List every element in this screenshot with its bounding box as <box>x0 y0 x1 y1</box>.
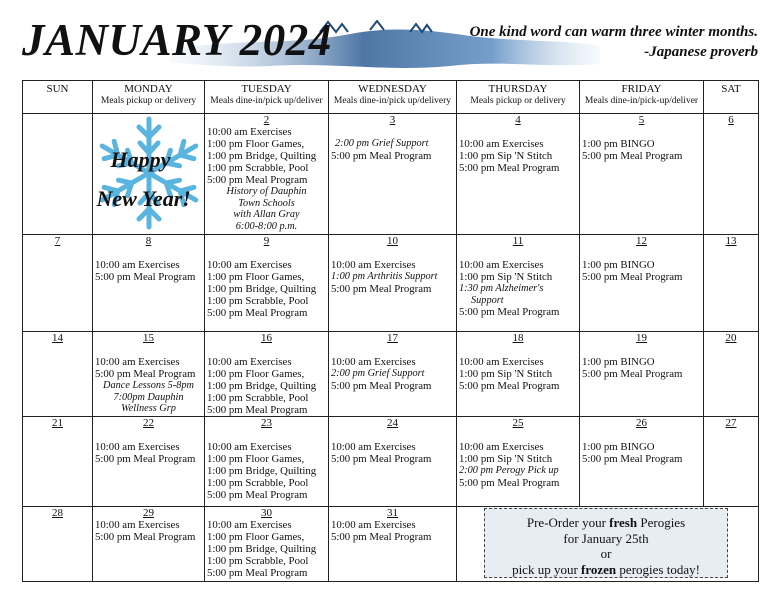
day-cell <box>329 417 457 507</box>
special-event: Wellness Grp <box>121 403 176 414</box>
day-number: 7 <box>54 235 61 247</box>
weekday-header: MONDAY Meals pickup or delivery <box>93 81 205 114</box>
day-number: 15 <box>143 332 154 344</box>
empty-day-cell <box>23 114 93 235</box>
day-cell <box>329 235 457 332</box>
day-number: 18 <box>512 332 524 344</box>
day-number: 29 <box>143 507 154 519</box>
event: 1:00 pm Bridge, Quilting <box>207 150 317 162</box>
day-cell <box>93 417 205 507</box>
event: 1:00 pm Scrabble, Pool <box>207 392 309 404</box>
day-number: 25 <box>512 417 524 429</box>
day-number: 23 <box>261 417 272 429</box>
promo-line: or <box>600 546 612 561</box>
day-number: 10 <box>387 235 398 247</box>
day-cell <box>329 114 457 235</box>
holiday-text-new-year: New Year! <box>96 186 191 211</box>
day-number: 3 <box>389 114 396 126</box>
special-event: Support <box>471 294 504 306</box>
week-row <box>23 235 759 332</box>
day-cell <box>704 417 759 507</box>
event: 1:00 pm BINGO <box>582 138 655 150</box>
day-cell <box>704 332 759 417</box>
event: 10:00 am Exercises <box>95 356 180 368</box>
special-event: Dance Lessons 5-8pm <box>103 380 194 391</box>
promo-line: pick up your frozen perogies today! <box>512 561 700 577</box>
promo-line: for January 25th <box>563 530 649 546</box>
event: 5:00 pm Meal Program <box>95 368 196 380</box>
week-row <box>23 332 759 417</box>
day-cell <box>457 114 580 235</box>
day-number: 30 <box>261 507 272 519</box>
event: 1:00 pm Sip 'N Stitch <box>459 368 553 380</box>
day-number: 9 <box>263 235 270 247</box>
weekday-header: SUN <box>23 81 93 114</box>
day-number: 4 <box>515 114 521 126</box>
event: 1:00 pm Sip 'N Stitch <box>459 453 553 465</box>
event: 5:00 pm Meal Program <box>582 150 683 162</box>
day-cell <box>457 332 580 417</box>
event: 5:00 pm Meal Program <box>95 453 196 465</box>
event: 5:00 pm Meal Program <box>331 379 432 392</box>
event: 1:00 pm Bridge, Quilting <box>207 543 317 555</box>
day-cell <box>205 332 329 417</box>
event: 5:00 pm Meal Program <box>582 368 683 380</box>
day-number: 14 <box>52 332 63 344</box>
event: 10:00 am Exercises <box>207 259 292 271</box>
day-number: 26 <box>636 417 647 429</box>
day-number: 22 <box>143 417 154 429</box>
event: 5:00 pm Meal Program <box>331 282 432 295</box>
event: 10:00 am Exercises <box>207 519 292 531</box>
promo-line: Pre-Order your fresh Perogies <box>526 515 686 530</box>
day-cell <box>23 332 93 417</box>
event: 10:00 am Exercises <box>331 441 416 453</box>
day-cell <box>205 235 329 332</box>
event: 10:00 am Exercises <box>95 441 180 453</box>
special-event: 1:00 pm Arthritis Support <box>331 271 438 282</box>
event: 10:00 am Exercises <box>207 126 292 138</box>
event: 1:00 pm BINGO <box>582 259 655 271</box>
event: 10:00 am Exercises <box>207 441 292 453</box>
weekday-header: THURSDAY Meals pickup or delivery <box>457 81 580 114</box>
day-cell <box>23 507 93 582</box>
quote-text: One kind word can warm three winter months. <box>469 24 758 40</box>
day-cell <box>580 114 704 235</box>
day-cell <box>457 417 580 507</box>
calendar-grid <box>22 80 759 582</box>
event: 10:00 am Exercises <box>95 519 180 531</box>
day-number: 19 <box>636 332 647 344</box>
day-cell <box>329 332 457 417</box>
day-cell <box>704 235 759 332</box>
holiday-cell <box>93 114 205 235</box>
special-event: 2:00 pm Grief Support <box>331 368 425 379</box>
event: 1:00 pm Scrabble, Pool <box>207 555 309 567</box>
event: 5:00 pm Meal Program <box>207 489 308 501</box>
event: 5:00 pm Meal Program <box>207 567 308 579</box>
event: 10:00 am Exercises <box>207 356 292 368</box>
day-cell <box>93 332 205 417</box>
special-event: History of Dauphin <box>226 186 307 197</box>
day-cell <box>329 507 457 582</box>
weekday-header: FRIDAY Meals dine-in/pick-up/deliver <box>580 81 704 114</box>
event: 10:00 am Exercises <box>459 356 544 368</box>
day-number: 12 <box>636 235 647 247</box>
event: 10:00 am Exercises <box>331 259 416 271</box>
weekday-header-row <box>23 81 759 114</box>
event: 10:00 am Exercises <box>95 259 180 271</box>
event: 1:00 pm BINGO <box>582 356 655 368</box>
event: 5:00 pm Meal Program <box>459 162 560 174</box>
event: 10:00 am Exercises <box>459 441 544 453</box>
day-cell <box>23 235 93 332</box>
event: 1:00 pm BINGO <box>582 441 655 453</box>
day-cell <box>580 235 704 332</box>
special-event: with Allan Gray <box>233 209 300 220</box>
weekday-header: TUESDAY Meals dine-in/pick up/deliver <box>205 81 329 114</box>
day-number: 17 <box>387 332 398 344</box>
event: 1:00 pm Floor Games, <box>207 531 305 543</box>
special-event: 7:00pm Dauphin <box>113 391 184 403</box>
weekday-header: SAT <box>704 81 759 114</box>
day-number: 5 <box>638 114 645 126</box>
day-number: 2 <box>263 114 270 126</box>
special-event: 2:00 pm Grief Support <box>335 138 429 149</box>
event: 5:00 pm Meal Program <box>331 149 432 162</box>
day-number: 6 <box>728 114 734 126</box>
event: 10:00 am Exercises <box>331 519 416 531</box>
event: 5:00 pm Meal Program <box>207 174 308 186</box>
event: 1:00 pm Scrabble, Pool <box>207 295 309 307</box>
day-number: 31 <box>387 507 398 519</box>
day-cell <box>205 114 329 235</box>
snowflake-icon <box>95 114 203 232</box>
day-cell <box>704 114 759 235</box>
event: 5:00 pm Meal Program <box>459 476 560 489</box>
week-row <box>23 417 759 507</box>
day-number: 8 <box>145 235 152 247</box>
day-cell <box>580 332 704 417</box>
event: 1:00 pm Bridge, Quilting <box>207 465 317 477</box>
special-event: 1:30 pm Alzheimer's <box>459 283 544 294</box>
day-cell <box>205 507 329 582</box>
event: 1:00 pm Floor Games, <box>207 453 305 465</box>
day-number: 21 <box>52 417 63 429</box>
special-event: Town Schools <box>238 197 295 209</box>
day-cell <box>205 417 329 507</box>
perogy-promo-box <box>484 508 728 578</box>
event: 5:00 pm Meal Program <box>207 307 308 319</box>
event: 5:00 pm Meal Program <box>331 453 432 465</box>
day-cell <box>93 235 205 332</box>
day-number: 13 <box>725 235 737 247</box>
event: 5:00 pm Meal Program <box>331 531 432 543</box>
day-cell <box>93 507 205 582</box>
event: 1:00 pm Scrabble, Pool <box>207 162 309 174</box>
event: 1:00 pm Floor Games, <box>207 138 305 150</box>
day-number: 16 <box>261 332 272 344</box>
event: 10:00 am Exercises <box>459 138 544 150</box>
event: 10:00 am Exercises <box>331 356 416 368</box>
day-number: 24 <box>387 417 398 429</box>
day-number: 27 <box>725 417 737 429</box>
event: 1:00 pm Sip 'N Stitch <box>459 150 553 162</box>
event: 5:00 pm Meal Program <box>582 453 683 465</box>
event: 5:00 pm Meal Program <box>207 404 308 416</box>
day-number: 28 <box>52 507 63 519</box>
day-cell <box>457 235 580 332</box>
special-event: 2:00 pm Perogy Pick up <box>459 465 559 476</box>
event: 5:00 pm Meal Program <box>582 271 683 283</box>
event: 5:00 pm Meal Program <box>95 531 196 543</box>
event: 1:00 pm Scrabble, Pool <box>207 477 309 489</box>
quote-attribution: -Japanese proverb <box>644 44 758 60</box>
holiday-text-happy: Happy <box>110 147 171 172</box>
weekday-header: WEDNESDAY Meals dine-in/pick up/delivery <box>329 81 457 114</box>
day-number: 20 <box>725 332 737 344</box>
special-event: 6:00-8:00 p.m. <box>235 220 298 232</box>
day-number: 11 <box>512 235 524 247</box>
event: 10:00 am Exercises <box>459 259 544 271</box>
event: 1:00 pm Bridge, Quilting <box>207 380 317 392</box>
event: 5:00 pm Meal Program <box>95 271 196 283</box>
day-cell <box>23 417 93 507</box>
snowflake-graphic <box>95 114 203 232</box>
page-title: JANUARY 2024 <box>22 15 332 65</box>
event: 5:00 pm Meal Program <box>459 306 560 318</box>
event: 5:00 pm Meal Program <box>459 380 560 392</box>
week-row <box>23 114 759 235</box>
event: 1:00 pm Floor Games, <box>207 271 305 283</box>
event: 1:00 pm Floor Games, <box>207 368 305 380</box>
event: 1:00 pm Bridge, Quilting <box>207 283 317 295</box>
event: 1:00 pm Sip 'N Stitch <box>459 271 553 283</box>
day-cell <box>580 417 704 507</box>
